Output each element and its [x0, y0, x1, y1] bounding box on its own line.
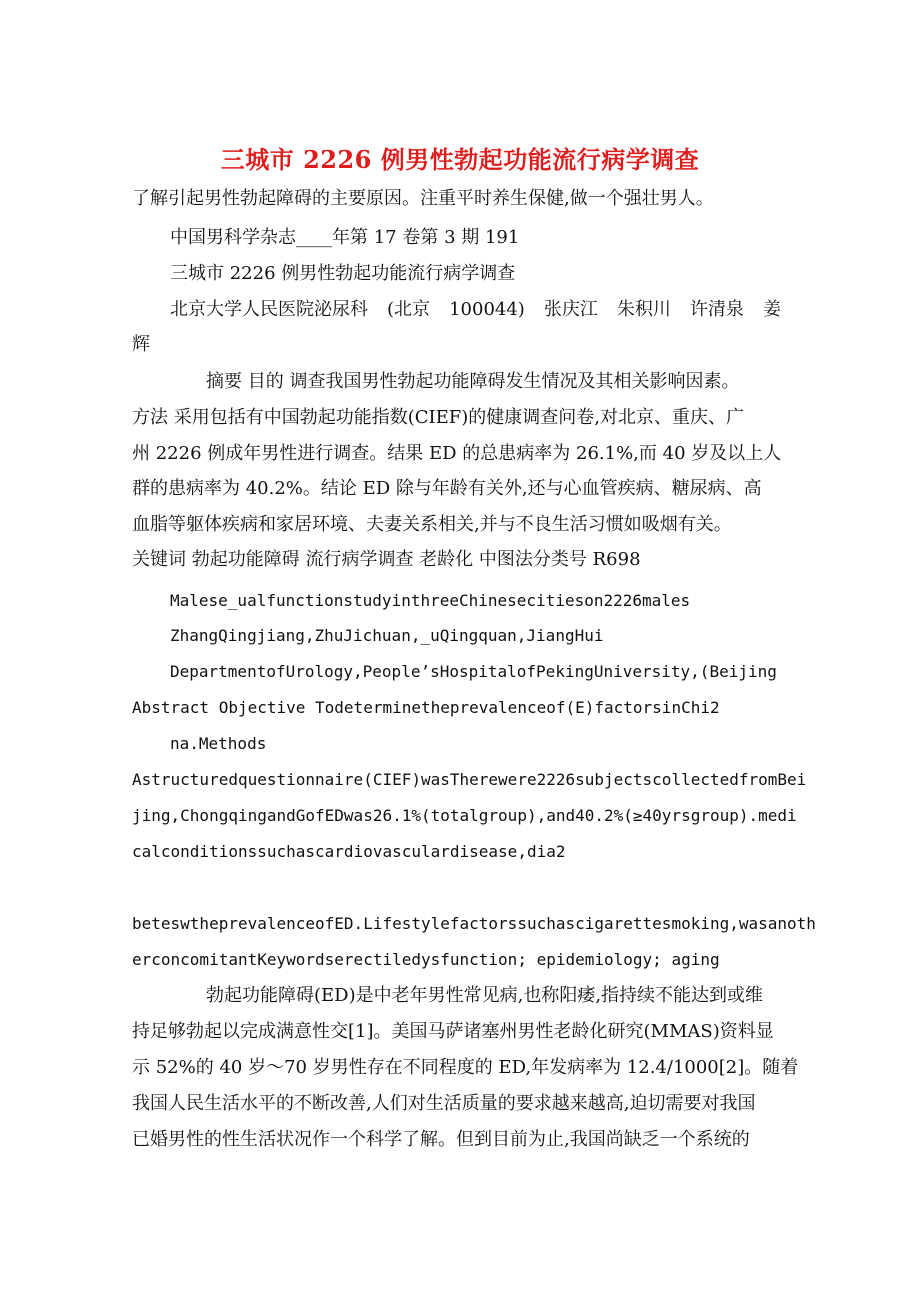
affiliation-wrap: 辉: [132, 334, 150, 355]
english-abstract-line: Astructuredquestionnaire(CIEF)wasTherewere2226subjectscollectedfromBei: [132, 770, 807, 789]
abstract-cn-line: 方法 采用包括有中国勃起功能指数(CIEF)的健康调查问卷,对北京、重庆、广: [132, 407, 744, 428]
document-title: 三城市 2226 例男性勃起功能流行病学调查: [220, 145, 700, 174]
english-title-line: Malese_ualfunctionstudyinthreeChinesecitieson2226males: [170, 591, 691, 610]
keywords-cn-line: 关键词 勃起功能障碍 流行病学调查 老龄化 中图法分类号 R698: [132, 549, 641, 570]
affiliation-line: [170, 298, 781, 322]
author-3: 许清泉: [689, 299, 744, 320]
intro-line: 了解引起男性勃起障碍的主要原因。注重平时养生保健,做一个强壮男人。: [132, 188, 714, 209]
body-cn-line: 示 52%的 40 岁～70 岁男性存在不同程度的 ED,年发病率为 12.4/1000[2]。随着: [132, 1057, 799, 1078]
body-cn-line: 持足够勃起以完成满意性交[1]。美国马萨诸塞州男性老龄化研究(MMAS)资料显: [132, 1021, 774, 1042]
journal-line: 中国男科学杂志____年第 17 卷第 3 期 191: [170, 227, 520, 248]
english-dept-line: DepartmentofUrology,People’sHospitalofPekingUniversity,(Beijing: [170, 662, 777, 681]
affiliation-city: (北京: [387, 299, 431, 320]
english-abstract-line: calconditionssuchascardiovasculardisease,dia2: [132, 842, 566, 861]
english-abstract-line: na.Methods: [170, 734, 267, 753]
english-authors-line: ZhangQingjiang,ZhuJichuan,_uQingquan,JiangHui: [170, 626, 604, 645]
affiliation-zip: 100044): [449, 299, 525, 320]
affiliation-dept: 北京大学人民医院泌尿科: [170, 299, 368, 320]
abstract-cn-line: 州 2226 例成年男性进行调查。结果 ED 的总患病率为 26.1%,而 40 岁及以上人: [132, 443, 782, 464]
abstract-cn-line: 摘要 目的 调查我国男性勃起功能障碍发生情况及其相关影响因素。: [206, 371, 740, 392]
english-abstract-line: jing,ChongqingandGofEDwas26.1%(totalgroup),and40.2%(≥40yrsgroup).medi: [132, 806, 797, 825]
author-4: 姜: [762, 299, 781, 320]
author-2: 朱积川: [616, 299, 671, 320]
abstract-cn-line: 血脂等躯体疾病和家居环境、夫妻关系相关,并与不良生活习惯如吸烟有关。: [132, 514, 732, 535]
author-1: 张庆江: [543, 299, 598, 320]
abstract-cn-line: 群的患病率为 40.2%。结论 ED 除与年龄有关外,还与心血管疾病、糖尿病、高: [132, 478, 762, 499]
english-abstract-line: beteswtheprevalenceofED.Lifestylefactorssuchascigarettesmoking,wasanoth: [132, 914, 816, 933]
subtitle-line: 三城市 2226 例男性勃起功能流行病学调查: [170, 263, 516, 284]
english-keywords-line: erconcomitantKeywordserectiledysfunction; epidemiology; aging: [132, 950, 720, 969]
body-cn-line: 已婚男性的性生活状况作一个科学了解。但到目前为止,我国尚缺乏一个系统的: [132, 1129, 750, 1150]
body-cn-line: 勃起功能障碍(ED)是中老年男性常见病,也称阳痿,指持续不能达到或维: [206, 985, 764, 1006]
english-abstract-line: Abstract Objective Todeterminetheprevalenceof(E)factorsinChi2: [132, 698, 720, 717]
body-cn-line: 我国人民生活水平的不断改善,人们对生活质量的要求越来越高,迫切需要对我国: [132, 1093, 756, 1114]
